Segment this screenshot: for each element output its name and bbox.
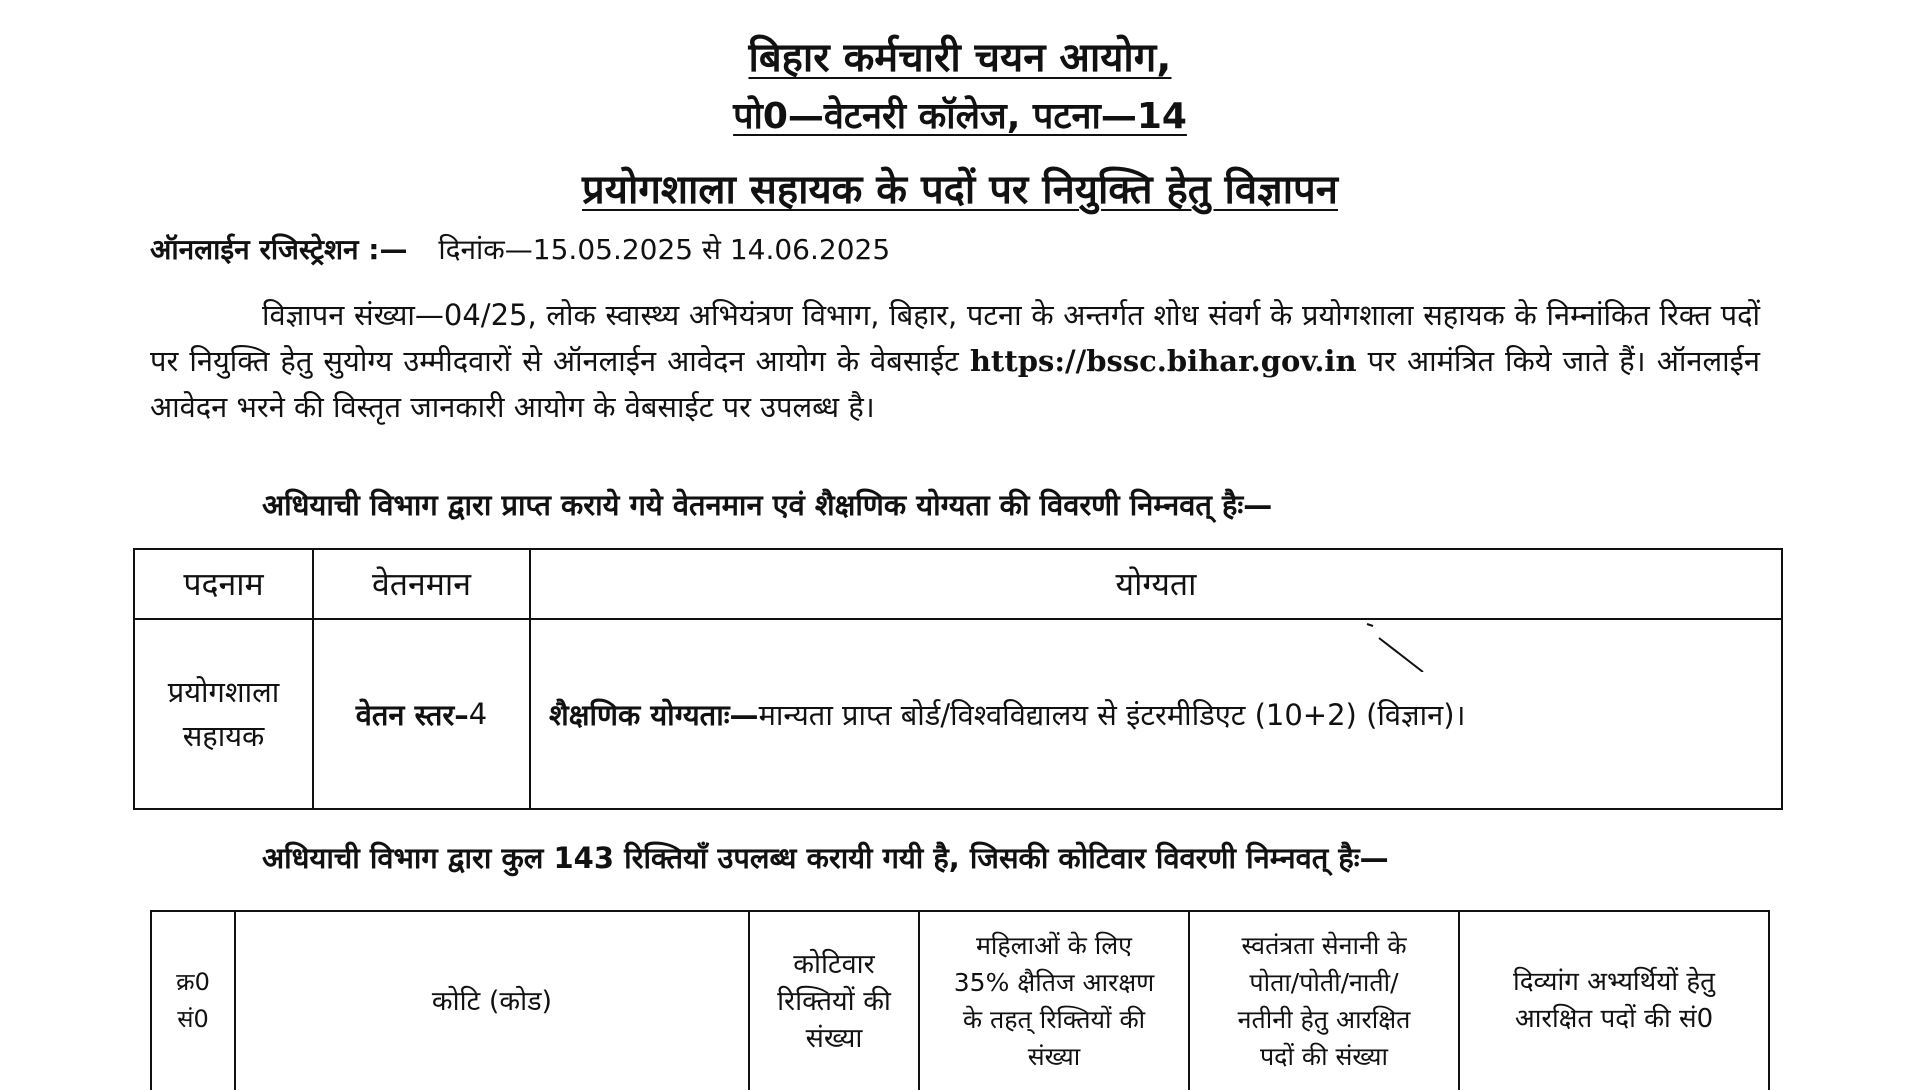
paragraph-part1: विज्ञापन संख्या—04/25, लोक स्वास्थ्य अभियंत्रण विभाग, बिहार, पटना के अन्तर्गत शोध संवर्ग के प्रयोगशाला सहायक के निम्नांकित रिक्त पदों पर नियुक्ति हेतु सुयोग्य उम्मीदवारों से ऑनलाईन आवेदन आयोग के वेबसाईट <box>150 298 1760 378</box>
website-url: https://bssc.bihar.gov.in <box>969 344 1357 378</box>
organization-address <box>0 90 1920 139</box>
organization-name-text: बिहार कर्मचारी चयन आयोग, <box>748 35 1172 81</box>
column-header-freedom-fighter-reservation <box>1190 912 1458 1090</box>
registration-line <box>150 230 890 268</box>
column-header-category <box>236 912 748 1090</box>
advertisement-paragraph <box>150 292 1760 430</box>
pay-level-value: 4 <box>468 697 488 731</box>
header-line: कोटिवार <box>793 948 875 980</box>
header-line: 35% क्षैतिज आरक्षण <box>953 968 1155 997</box>
registration-dates: दिनांक—15.05.2025 से 14.06.2025 <box>438 233 891 266</box>
cell-pay-level <box>314 620 529 808</box>
cell-qualification <box>549 620 1771 808</box>
header-line: कोटि (कोड) <box>431 985 553 1017</box>
header-line: संख्या <box>805 1022 863 1054</box>
vacancy-table <box>150 910 1770 1090</box>
qualification-text: मान्यता प्राप्त बोर्ड/विश्वविद्यालय से इंटरमीडिएट (10+2) (विज्ञान)। <box>758 697 1466 732</box>
column-header-category-vacancies <box>750 912 918 1090</box>
vacancy-heading: अधियाची विभाग द्वारा कुल 143 रिक्तियाँ उपलब्ध करायी गयी है, जिसकी कोटिवार विवरणी निम्नवत् हैः— <box>262 841 1389 875</box>
header-line: पोता/पोती/नाती/ <box>1249 968 1399 997</box>
qualification-label: शैक्षणिक योग्यताः— <box>549 697 759 732</box>
pay-scale-heading: अधियाची विभाग द्वारा प्राप्त कराये गये वेतनमान एवं शैक्षणिक योग्यता की विवरणी निम्नवत् हैः— <box>262 488 1273 522</box>
header-line: आरक्षित पदों की सं0 <box>1514 1004 1714 1034</box>
header-line: दिव्यांग अभ्यर्थियों हेतु <box>1513 967 1715 997</box>
header-line: स्वतंत्रता सेनानी के <box>1241 931 1407 960</box>
post-name-line2: सहायक <box>182 719 265 753</box>
header-line: नतीनी हेतु आरक्षित <box>1237 1005 1411 1034</box>
pay-level-label: वेतन स्तर– <box>355 697 469 732</box>
header-line: पदों की संख्या <box>1259 1042 1388 1071</box>
handwritten-mark <box>1365 622 1435 672</box>
header-line: क्र0 <box>176 968 210 996</box>
column-header-serial <box>152 912 234 1090</box>
column-header-pay-scale: वेतनमान <box>372 565 471 603</box>
header-line: के तहत् रिक्तियों की <box>962 1005 1146 1034</box>
cell-post-name <box>135 620 312 808</box>
header-line: संख्या <box>1027 1042 1081 1071</box>
header-line: सं0 <box>177 1005 209 1033</box>
organization-address-text: पो0—वेटनरी कॉलेज, पटना—14 <box>733 96 1187 137</box>
qualification-table <box>133 548 1783 810</box>
header-line: रिक्तियों की <box>777 985 891 1017</box>
column-header-post: पदनाम <box>183 565 264 603</box>
column-header-women-reservation <box>920 912 1188 1090</box>
registration-label: ऑनलाईन रजिस्ट्रेशन :— <box>150 233 408 266</box>
advertisement-title <box>0 160 1920 215</box>
column-header-qualification: योग्यता <box>1115 565 1197 603</box>
post-name-line1: प्रयोगशाला <box>167 675 280 709</box>
advertisement-title-text: प्रयोगशाला सहायक के पदों पर नियुक्ति हेतु विज्ञापन <box>582 167 1338 213</box>
organization-name <box>0 28 1920 83</box>
header-line: महिलाओं के लिए <box>975 931 1133 960</box>
column-header-disabled-reservation <box>1460 912 1768 1090</box>
paragraph-part2: पर आमंत्रित किये जाते हैं। ऑनलाईन आवेदन भरने की विस्तृत जानकारी आयोग के वेबसाईट पर उपलब्ध है। <box>150 344 1760 424</box>
